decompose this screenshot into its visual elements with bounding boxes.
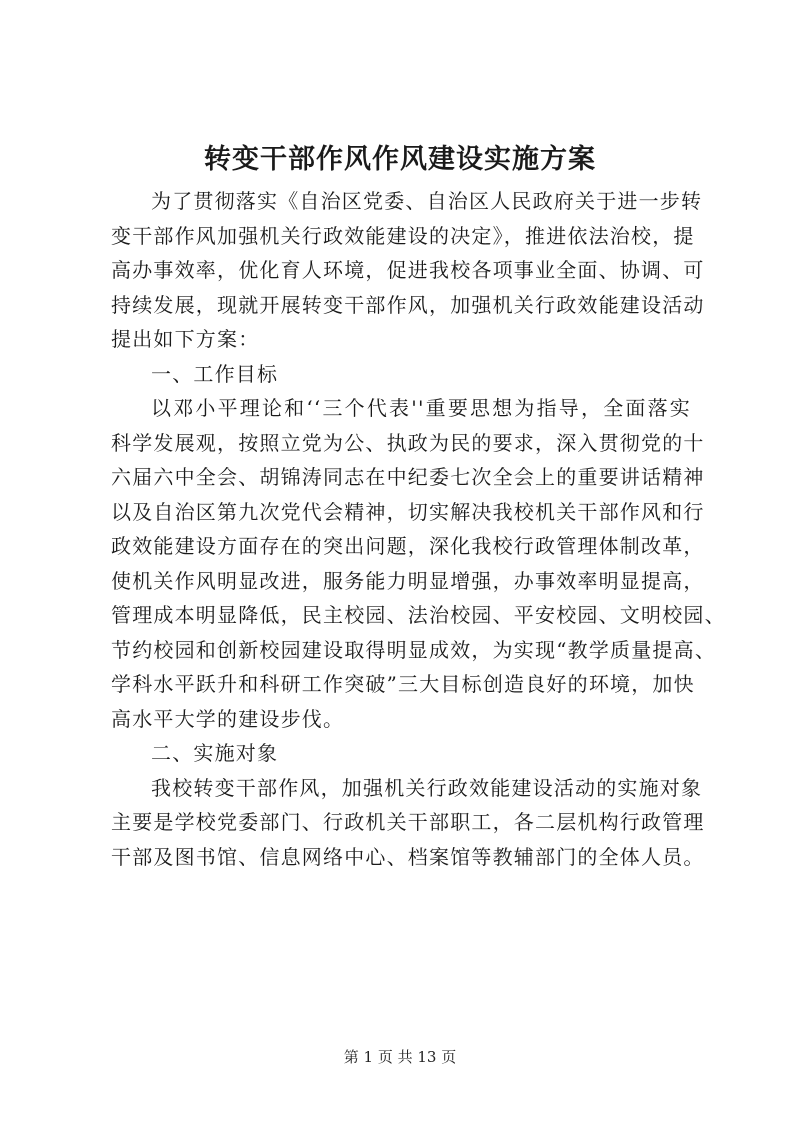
paragraph-line: 以及自治区第九次党代会精神，切实解决我校机关干部作风和行: [111, 499, 705, 524]
paragraph-line: 科学发展观，按照立党为公、执政为民的要求，深入贯彻党的十: [111, 430, 705, 455]
paragraph-line: 学科水平跃升和科研工作突破”三大目标创造良好的环境，加快: [111, 672, 695, 696]
paragraph-line: 以邓小平理论和‘‘三个代表''重要思想为指导，全面落实: [151, 396, 691, 420]
document-title: 转变干部作风作风建设实施方案: [204, 144, 596, 175]
section-heading: 一、工作目标: [151, 361, 279, 386]
page-number-footer: 第 1 页 共 13 页: [343, 1048, 457, 1066]
paragraph-line: 变干部作风加强机关行政效能建设的决定》，推进依法治校，提: [111, 223, 695, 248]
paragraph-line: 政效能建设方面存在的突出问题，深化我校行政管理体制改革，: [111, 534, 705, 558]
paragraph-line: 为了贯彻落实《自治区党委、自治区人民政府关于进一步转: [151, 189, 703, 213]
paragraph-line: 主要是学校党委部门、行政机关干部职工，各二层机构行政管理: [111, 810, 705, 834]
paragraph-line: 使机关作风明显改进，服务能力明显增强，办事效率明显提高，: [111, 568, 705, 593]
paragraph-line: 管理成本明显降低，民主校园、法治校园、平安校园、文明校园、: [111, 603, 726, 627]
paragraph-line: 我校转变干部作风，加强机关行政效能建设活动的实施对象: [151, 775, 703, 800]
paragraph-line: 高办事效率，优化育人环境，促进我校各项事业全面、协调、可: [111, 258, 705, 282]
paragraph-line: 持续发展，现就开展转变干部作风，加强机关行政效能建设活动: [111, 292, 705, 317]
paragraph-line: 节约校园和创新校园建设取得明显成效，为实现“教学质量提高、: [111, 637, 717, 662]
paragraph-line: 干部及图书馆、信息网络中心、档案馆等教辅部门的全体人员。: [111, 844, 705, 869]
section-heading: 二、实施对象: [151, 741, 279, 765]
paragraph-line: 高水平大学的建设步伐。: [111, 706, 345, 731]
document-body: [111, 184, 726, 874]
paragraph-line: 提出如下方案：: [111, 327, 260, 351]
paragraph-line: 六届六中全会、胡锦涛同志在中纪委七次全会上的重要讲话精神: [111, 465, 705, 489]
